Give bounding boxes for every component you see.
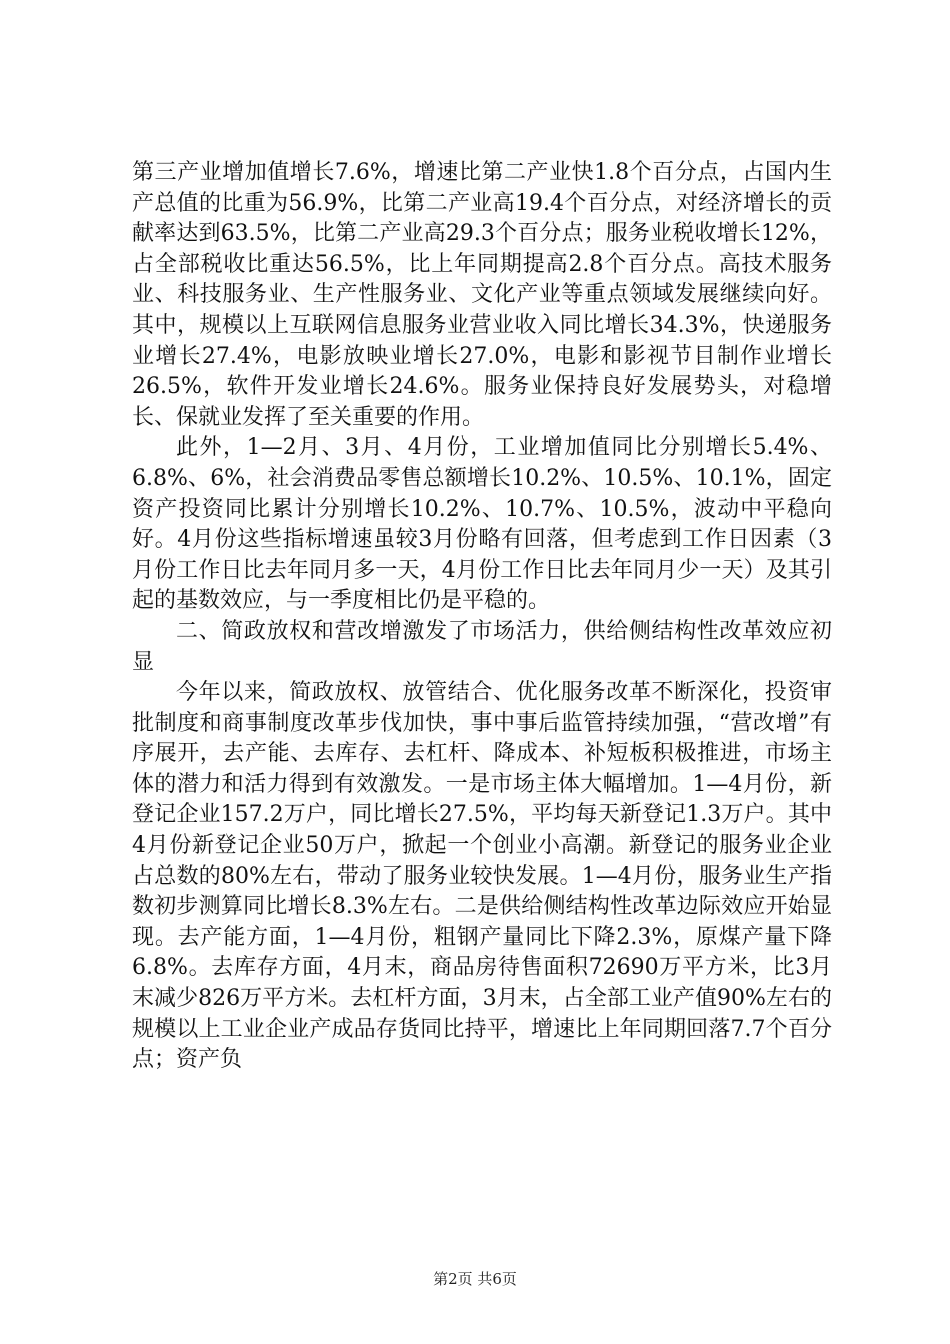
section-heading: 二、简政放权和营改增激发了市场活力，供给侧结构性改革效应初显 (132, 618, 832, 675)
paragraph-tertiary-industry: 第三产业增加值增长7.6%，增速比第二产业快1.8个百分点，占国内生产总值的比重为56.9%，比第二产业高19.4个百分点，对经济增长的贡献率达到63.5%，比第二产业高29.3个百分点；服务业税收增长12%，占全部税收比重达56.5%，比上年同期提高2.8个百分点。高技术服务业、科技服务业、生产性服务业、文化产业等重点领域发展继续向好。其中，规模以上互联网信息服务业营业收入同比增长34.3%，快递服务业增长27.4%，电影放映业增长27.0%，电影和影视节目制作业增长26.5%，软件开发业增长24.6%。服务业保持良好发展势头，对稳增长、保就业发挥了至关重要的作用。 (132, 160, 832, 430)
document-body (132, 158, 832, 1076)
paragraph-monthly-indicators: 此外，1—2月、3月、4月份，工业增加值同比分别增长5.4%、6.8%、6%，社会消费品零售总额增长10.2%、10.5%、10.1%，固定资产投资同比累计分别增长10.2%、10.7%、10.5%，波动中平稳向好。4月份这些指标增速虽较3月份略有回落，但考虑到工作日因素（3月份工作日比去年同月多一天，4月份工作日比去年同月少一天）及其引起的基数效应，与一季度相比仍是平稳的。 (132, 435, 832, 614)
paragraph-reform-effects: 今年以来，简政放权、放管结合、优化服务改革不断深化，投资审批制度和商事制度改革步伐加快，事中事后监管持续加强，“营改增”有序展开，去产能、去库存、去杠杆、降成本、补短板积极推进，市场主体的潜力和活力得到有效激发。一是市场主体大幅增加。1—4月份，新登记企业157.2万户，同比增长27.5%，平均每天新登记1.3万户。其中4月份新登记企业50万户，掀起一个创业小高潮。新登记的服务业企业占总数的80%左右，带动了服务业较快发展。1—4月份，服务业生产指数初步测算同比增长8.3%左右。二是供给侧结构性改革边际效应开始显现。去产能方面，1—4月份，粗钢产量同比下降2.3%，原煤产量下降6.8%。去库存方面，4月末，商品房待售面积72690万平方米，比3月末减少826万平方米。去杠杆方面，3月末，占全部工业产值90%左右的规模以上工业企业产成品存货同比持平，增速比上年同期回落7.7个百分点；资产负 (132, 680, 832, 1073)
page-number-footer: 第2页 共6页 (433, 1270, 517, 1288)
